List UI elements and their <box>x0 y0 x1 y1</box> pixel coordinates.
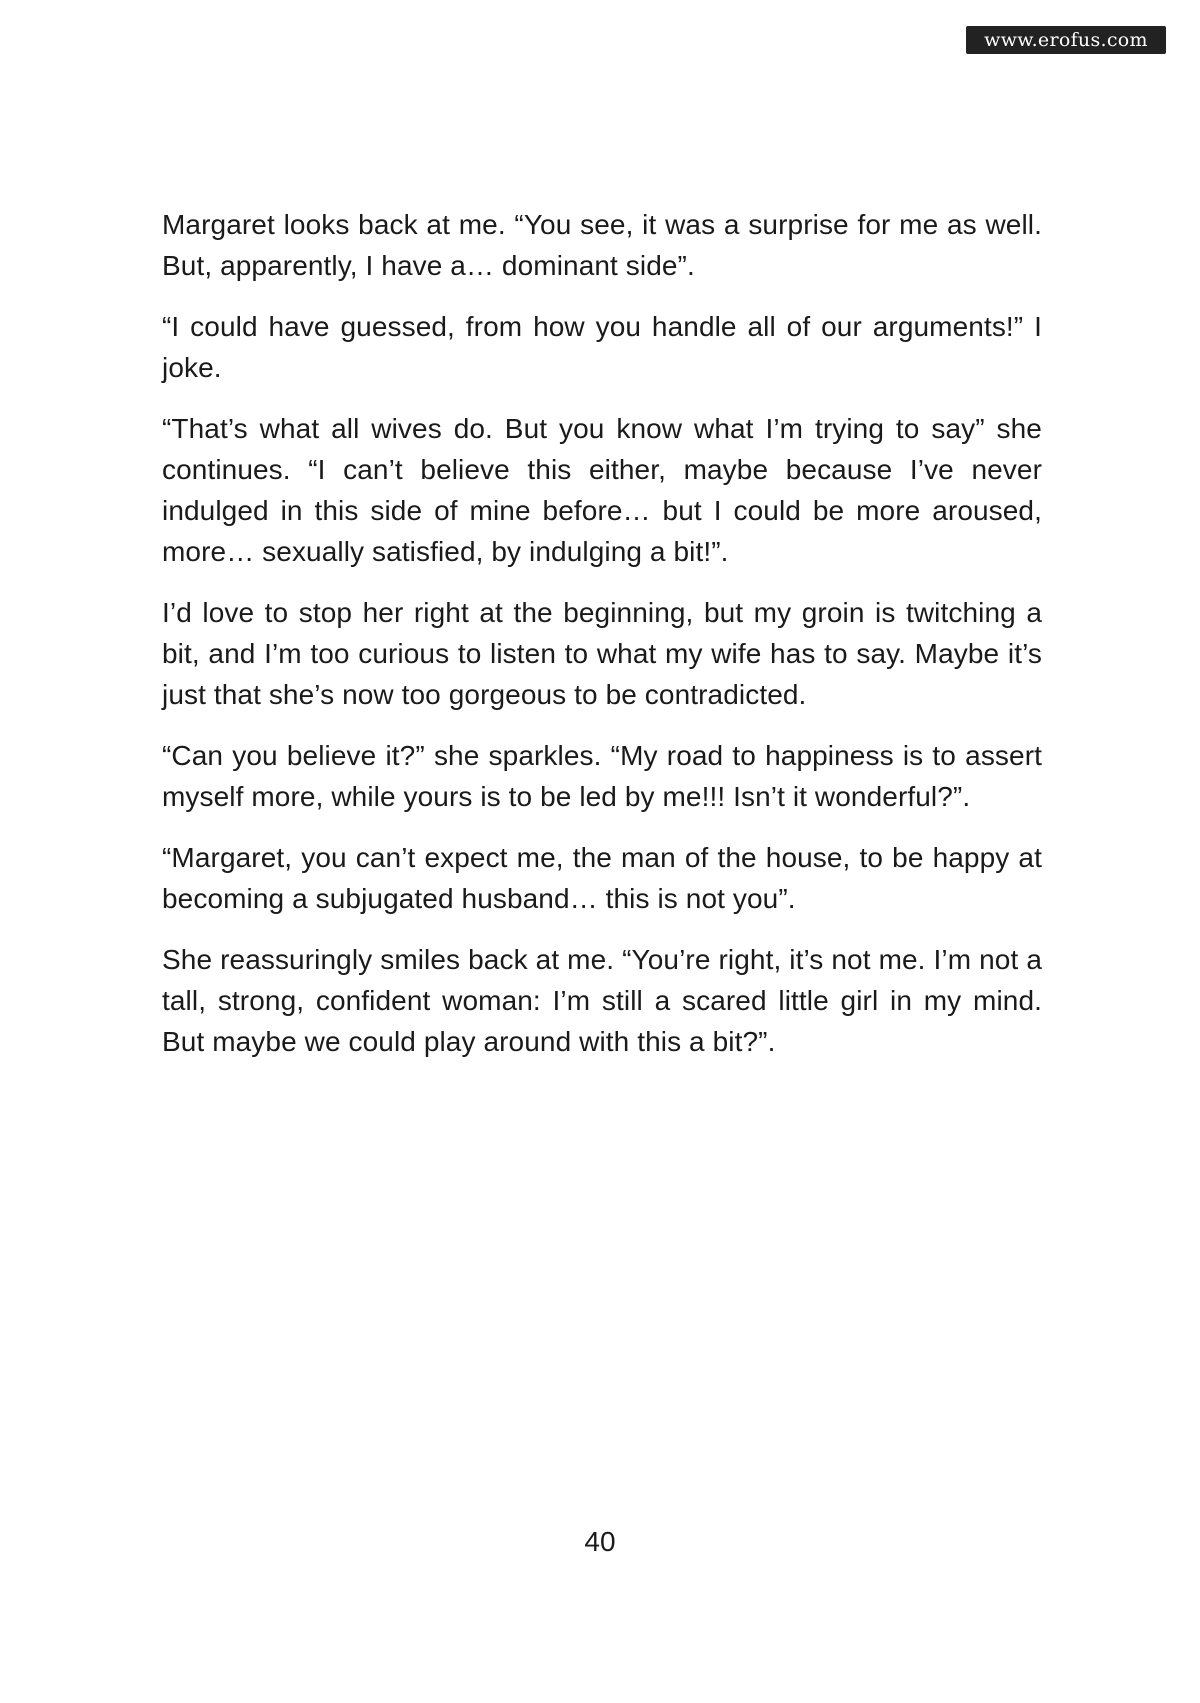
paragraph: She reassuringly smiles back at me. “You’re right, it’s not me. I’m not a tall, strong, confident woman: I’m still a scared little girl in my mind. But maybe we could play around with this a bit?”. <box>162 944 1042 1057</box>
paragraph: “Margaret, you can’t expect me, the man of the house, to be happy at becoming a subjugated husband… this is not you”. <box>162 842 1042 914</box>
paragraph: “Can you believe it?” she sparkles. “My road to happiness is to assert myself more, while yours is to be led by me!!! Isn’t it wonderful?”. <box>162 740 1042 812</box>
paragraph: Margaret looks back at me. “You see, it was a surprise for me as well. But, apparently, I have a… dominant side”. <box>162 209 1042 281</box>
watermark: www.erofus.com <box>966 26 1166 54</box>
paragraph: “That’s what all wives do. But you know what I’m trying to say” she continues. “I can’t believe this either, maybe because I’ve never indulged in this side of mine before… but I could be more aroused, more… sexually satisfied, by indulging a bit!”. <box>162 413 1042 567</box>
page-number: 40 <box>584 1526 616 1557</box>
body-text <box>162 204 1042 1082</box>
paragraph: “I could have guessed, from how you handle all of our arguments!” I joke. <box>162 311 1042 383</box>
paragraph: I’d love to stop her right at the beginning, but my groin is twitching a bit, and I’m too curious to listen to what my wife has to say. Maybe it’s just that she’s now too gorgeous to be contradicted. <box>162 597 1042 710</box>
